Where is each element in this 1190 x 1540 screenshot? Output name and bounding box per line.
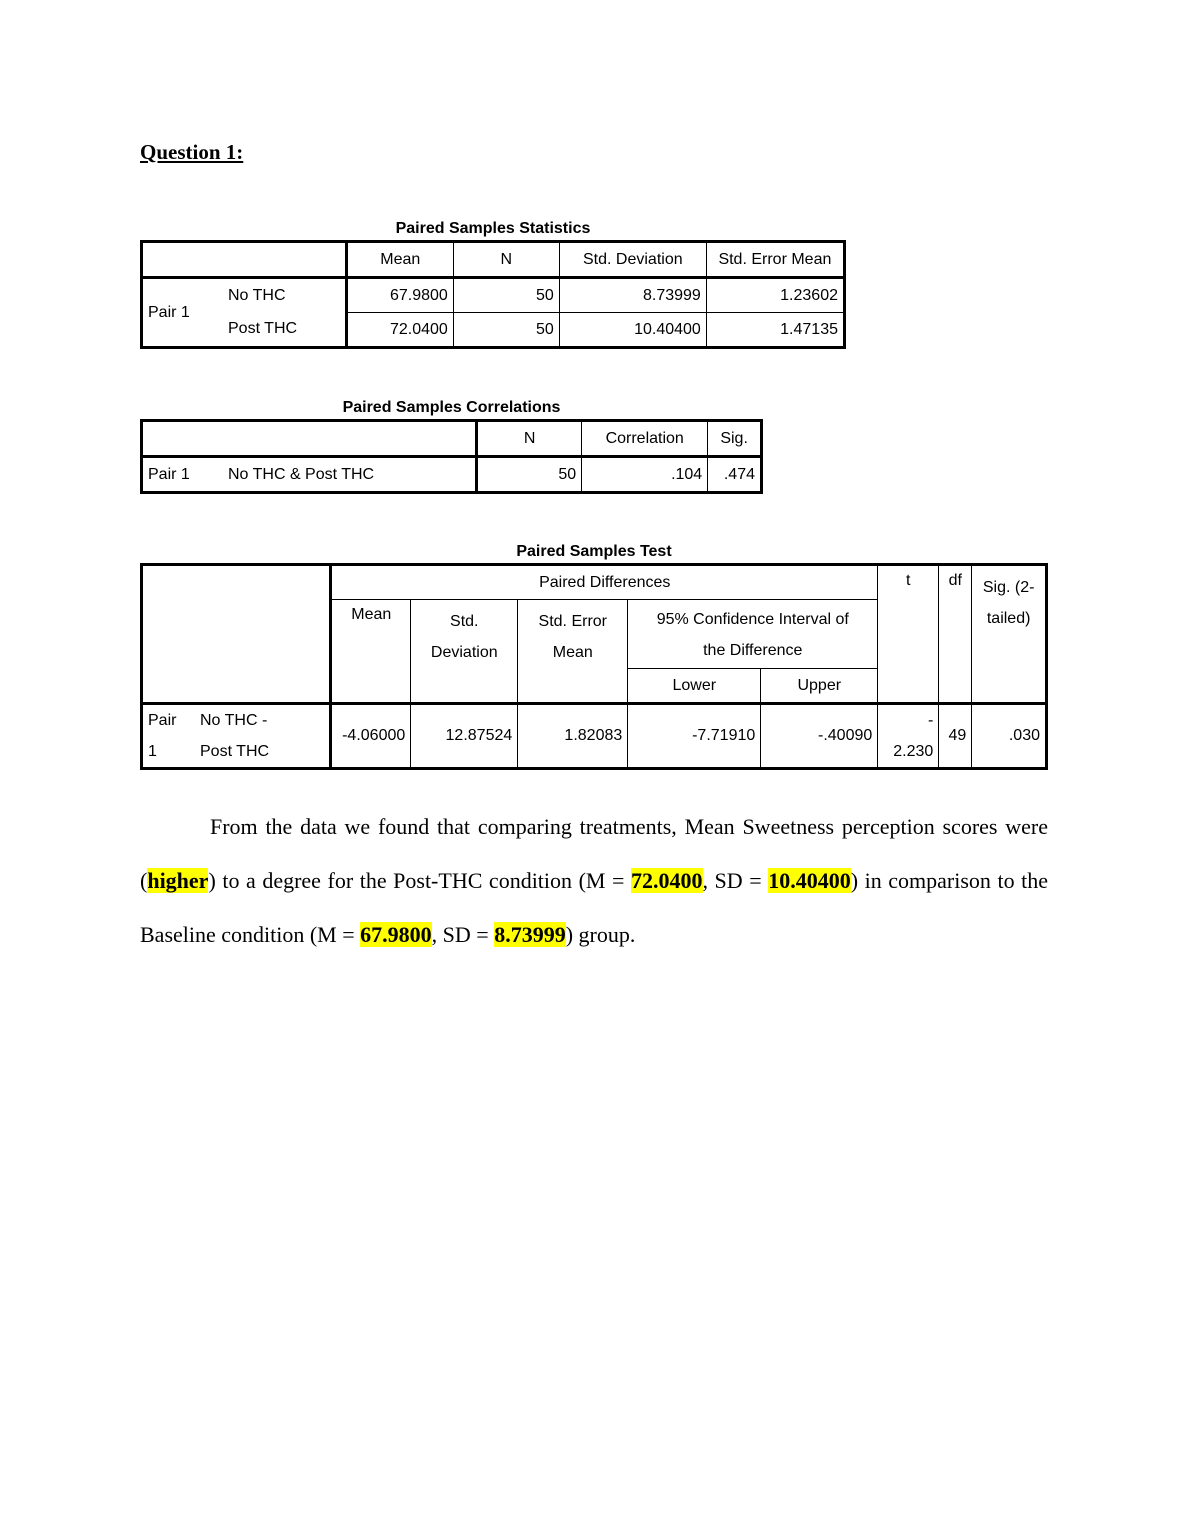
table-cell: -4.06000: [331, 704, 411, 769]
header-se-line-2: Mean: [552, 644, 593, 661]
header-t: t: [878, 565, 939, 704]
header-n: N: [477, 421, 582, 457]
highlighted-word: higher: [147, 868, 209, 893]
paired-samples-correlations-table: [140, 419, 763, 494]
header-std-line-1: Std.: [450, 613, 479, 630]
table-cell: .474: [708, 457, 762, 493]
header-paired-differences: Paired Differences: [331, 565, 878, 600]
empty-corner-cell: [142, 242, 347, 278]
table-cell: 67.9800: [346, 278, 453, 313]
pair-label: [142, 704, 196, 769]
row-label: No THC: [223, 278, 346, 313]
header-n: N: [453, 242, 559, 278]
paragraph-text: ) group.: [565, 922, 636, 947]
stats-caption: Paired Samples Statistics: [395, 220, 591, 237]
highlighted-value: 72.0400: [631, 868, 703, 893]
table-cell-t: [878, 704, 939, 769]
header-sig-line-2: tailed): [986, 610, 1031, 627]
paired-samples-statistics-table: [140, 240, 846, 349]
header-sig: Sig.: [708, 421, 762, 457]
table-cell: .104: [582, 457, 708, 493]
t-value-line-2: 2.230: [893, 743, 934, 760]
header-lower: Lower: [628, 669, 761, 704]
table-cell: 10.40400: [559, 313, 706, 348]
header-ci-line-2: the Difference: [703, 642, 803, 659]
header-ci-line-1: 95% Confidence Interval of: [656, 611, 849, 628]
question-heading: Question 1:: [140, 140, 244, 164]
row-label: No THC & Post THC: [223, 457, 477, 493]
highlighted-value: 67.9800: [360, 922, 432, 947]
header-upper: Upper: [761, 669, 878, 704]
row-label-line-1: No THC -: [200, 712, 268, 729]
paragraph-text: From the data we found that comparing treatments, Mean Sweetness perception scores were (: [140, 814, 1048, 893]
header-df: df: [939, 565, 972, 704]
empty-corner-cell: [142, 421, 477, 457]
pair-label-line-1: Pair: [148, 712, 177, 729]
row-label: [195, 704, 331, 769]
header-correlation: Correlation: [582, 421, 708, 457]
table-cell: 50: [453, 313, 559, 348]
pair-label-line-2: 1: [148, 743, 157, 760]
table-cell: 49: [939, 704, 972, 769]
table-cell: .030: [972, 704, 1047, 769]
highlighted-value: 10.40400: [768, 868, 851, 893]
table-cell: 12.87524: [411, 704, 518, 769]
paragraph-text: ) to a degree for the Post-THC condition (M =: [208, 868, 631, 893]
header-confidence-interval: [628, 600, 878, 669]
header-mean: Mean: [346, 242, 453, 278]
empty-corner-cell: [142, 565, 331, 704]
row-label-line-2: Post THC: [200, 743, 270, 760]
header-std-line-2: Deviation: [430, 644, 498, 661]
pair-label: Pair 1: [142, 457, 224, 493]
corr-caption: Paired Samples Correlations: [342, 399, 561, 416]
header-se-line-1: Std. Error: [538, 613, 607, 630]
table-cell: 1.47135: [706, 313, 844, 348]
header-sig-line-1: Sig. (2-: [982, 579, 1035, 596]
results-paragraph: [140, 800, 1048, 962]
table-cell: 8.73999: [559, 278, 706, 313]
header-std-error-mean: [518, 600, 628, 704]
pair-label: Pair 1: [142, 278, 224, 348]
table-cell: 50: [453, 278, 559, 313]
paired-samples-test-table: [140, 563, 1048, 770]
header-mean: Mean: [331, 600, 411, 704]
paragraph-text: , SD =: [431, 922, 495, 947]
header-sig-2-tailed: [972, 565, 1047, 704]
header-std-deviation: [411, 600, 518, 704]
table-cell: -7.71910: [628, 704, 761, 769]
paragraph-text: , SD =: [702, 868, 769, 893]
table-cell: 1.82083: [518, 704, 628, 769]
header-std-deviation: Std. Deviation: [559, 242, 706, 278]
test-caption: Paired Samples Test: [516, 543, 672, 560]
table-cell: 1.23602: [706, 278, 844, 313]
table-cell: -.40090: [761, 704, 878, 769]
highlighted-value: 8.73999: [494, 922, 566, 947]
table-cell: 72.0400: [346, 313, 453, 348]
header-std-error-mean: Std. Error Mean: [706, 242, 844, 278]
row-label: Post THC: [223, 313, 346, 348]
t-value-line-1: -: [927, 712, 934, 729]
table-cell: 50: [477, 457, 582, 493]
paragraph-text: ) in comparison to the Baseline condition (M =: [140, 868, 1048, 947]
